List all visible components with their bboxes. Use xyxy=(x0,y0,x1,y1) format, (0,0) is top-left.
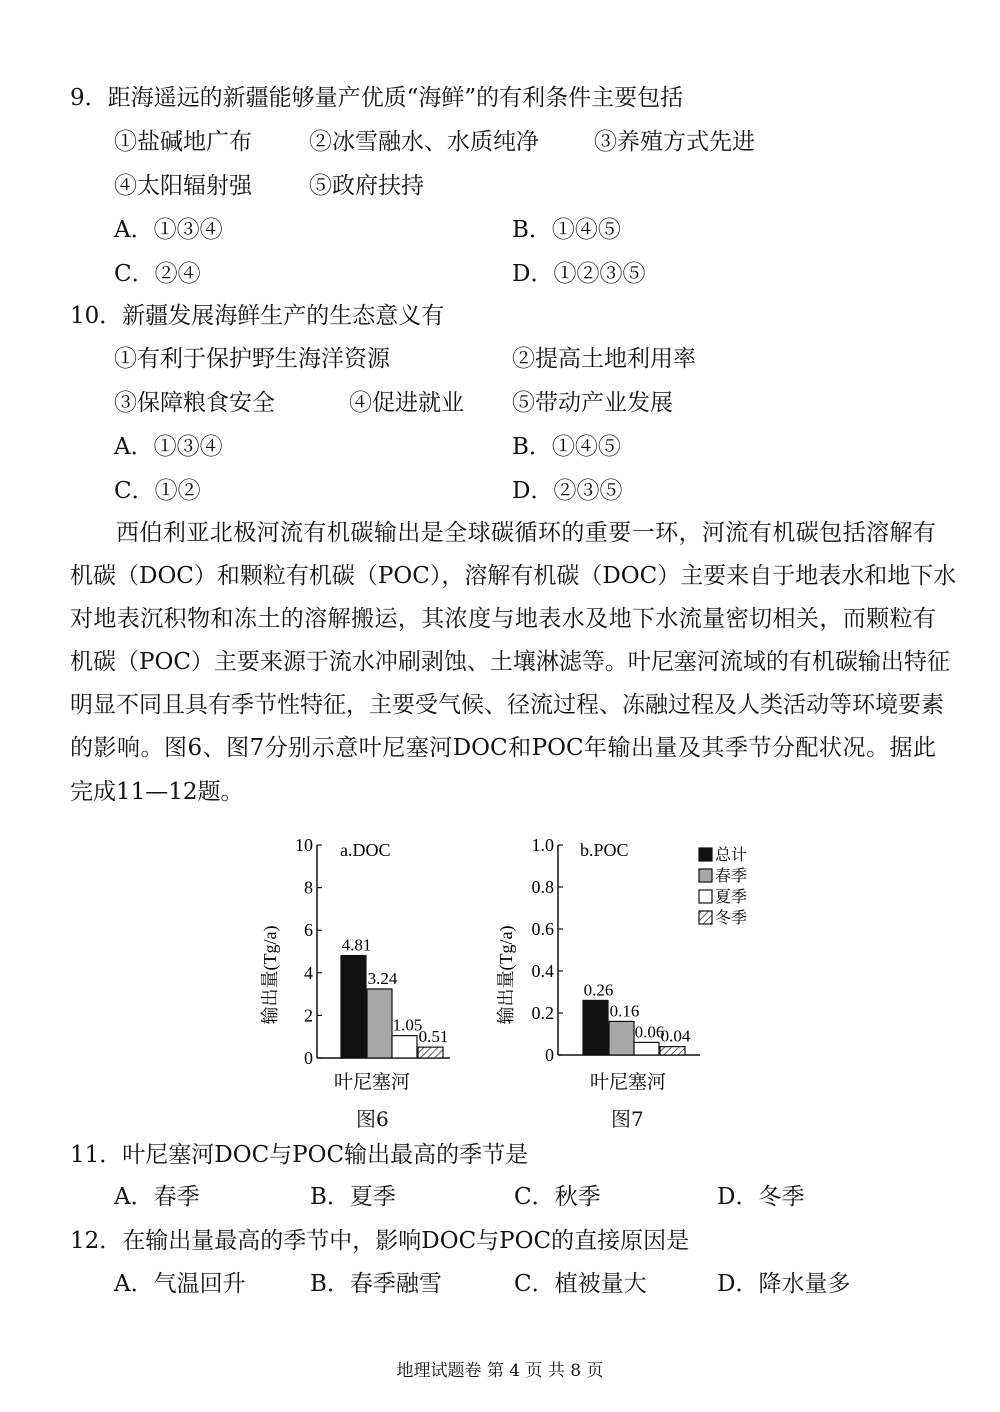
q9-option-a: A．①③④ xyxy=(114,217,223,243)
q10-item-3: ③保障粮食安全 xyxy=(114,390,275,416)
q10-option-a: A．①③④ xyxy=(114,434,223,460)
bar-2 xyxy=(367,989,392,1058)
bar-3 xyxy=(634,1042,659,1055)
y-tick-label: 0 xyxy=(545,1045,554,1065)
passage-line-3: 对地表沉积物和冻土的溶解搬运，其浓度与地表水及地下水流量密切相关，而颗粒有 xyxy=(70,606,936,632)
y-tick-label: 0.8 xyxy=(531,877,554,897)
q11-option-b: B．夏季 xyxy=(310,1184,396,1210)
bar-4 xyxy=(418,1047,443,1058)
figures-6-7 xyxy=(0,820,1000,1120)
bar-2 xyxy=(609,1021,634,1055)
q9-option-b: B．①④⑤ xyxy=(512,217,621,243)
q9-option-c: C．②④ xyxy=(114,261,201,287)
bar-4 xyxy=(660,1047,685,1055)
bar-value-label: 4.81 xyxy=(341,935,372,955)
y-tick-label: 1.0 xyxy=(531,835,554,855)
chart-7-y-axis-label: 输出量(Tg/a) xyxy=(496,925,516,1025)
q11-option-c: C．秋季 xyxy=(514,1184,601,1210)
q9-item-5: ⑤政府扶持 xyxy=(309,173,424,199)
passage-line-5: 明显不同且具有季节性特征，主要受气候、径流过程、冻融过程及人类活动等环境要素 xyxy=(70,692,944,718)
q10-option-c: C．①② xyxy=(114,478,201,504)
q10-option-d: D．②③⑤ xyxy=(512,478,623,504)
chart-6-x-axis-label: 叶尼塞河 xyxy=(333,1072,411,1093)
question-12-stem: 12．在输出量最高的季节中，影响DOC与POC的直接原因是 xyxy=(70,1228,690,1254)
legend-entry: 夏季 xyxy=(715,889,748,906)
passage-line-4: 机碳（POC）主要来源于流水冲刷剥蚀、土壤淋滤等。叶尼塞河流域的有机碳输出特征 xyxy=(70,649,950,675)
chart-legend xyxy=(699,846,747,927)
passage-line-2: 机碳（DOC）和颗粒有机碳（POC），溶解有机碳（DOC）主要来自于地表水和地下水 xyxy=(70,563,957,589)
passage-line-1: 西伯利亚北极河流有机碳输出是全球碳循环的重要一环，河流有机碳包括溶解有 xyxy=(116,520,936,546)
chart-6-title: a.DOC xyxy=(340,840,391,860)
q12-option-a: A．气温回升 xyxy=(114,1271,246,1297)
q12-option-b: B．春季融雪 xyxy=(310,1271,442,1297)
q10-option-b: B．①④⑤ xyxy=(512,434,621,460)
bar-1 xyxy=(583,1000,608,1055)
passage-line-7: 完成11—12题。 xyxy=(70,779,244,805)
q9-item-1: ①盐碱地广布 xyxy=(114,129,252,155)
page-footer: 地理试题卷 第 4 页 共 8 页 xyxy=(396,1361,604,1381)
q11-option-d: D．冬季 xyxy=(717,1184,805,1210)
q11-option-a: A．春季 xyxy=(114,1184,200,1210)
legend-swatch xyxy=(699,848,712,861)
bar-value-label: 1.05 xyxy=(392,1015,423,1035)
y-tick-label: 0.2 xyxy=(531,1003,554,1023)
y-tick-label: 0.6 xyxy=(531,919,554,939)
q10-item-5: ⑤带动产业发展 xyxy=(512,390,673,416)
bar-value-label: 0.04 xyxy=(660,1026,691,1046)
y-tick-label: 2 xyxy=(304,1005,313,1026)
question-10-stem: 10．新疆发展海鲜生产的生态意义有 xyxy=(70,303,445,329)
y-tick-label: 6 xyxy=(304,920,313,941)
q12-option-c: C．植被量大 xyxy=(514,1271,647,1297)
chart-6-y-axis-label: 输出量(Tg/a) xyxy=(260,925,280,1025)
q9-item-3: ③养殖方式先进 xyxy=(594,129,755,155)
figure-6-doc-chart xyxy=(260,835,450,1093)
question-9-stem: 9．距海遥远的新疆能够量产优质“海鲜”的有利条件主要包括 xyxy=(70,85,684,111)
y-tick-label: 0.4 xyxy=(531,961,554,981)
y-tick-label: 10 xyxy=(295,835,313,855)
question-11-stem: 11．叶尼塞河DOC与POC输出最高的季节是 xyxy=(70,1142,529,1168)
chart-7-title: b.POC xyxy=(580,840,629,860)
q10-item-2: ②提高土地利用率 xyxy=(512,346,696,372)
y-tick-label: 4 xyxy=(304,962,313,983)
legend-entry: 冬季 xyxy=(715,910,748,927)
q9-option-d: D．①②③⑤ xyxy=(512,261,646,287)
legend-entry: 总计 xyxy=(715,847,748,864)
legend-swatch xyxy=(699,911,712,924)
figure-7-caption: 图7 xyxy=(611,1107,644,1131)
y-tick-label: 0 xyxy=(304,1048,313,1068)
q10-item-1: ①有利于保护野生海洋资源 xyxy=(114,346,390,372)
q9-item-2: ②冰雪融水、水质纯净 xyxy=(309,129,539,155)
bar-3 xyxy=(392,1036,417,1058)
q10-item-4: ④促进就业 xyxy=(349,390,464,416)
passage-line-6: 的影响。图6、图7分别示意叶尼塞河DOC和POC年输出量及其季节分配状况。据此 xyxy=(70,735,936,761)
figure-6-caption: 图6 xyxy=(356,1107,389,1131)
legend-entry: 春季 xyxy=(715,868,748,885)
bar-value-label: 3.24 xyxy=(367,968,398,988)
chart-7-x-axis-label: 叶尼塞河 xyxy=(589,1072,667,1093)
bar-value-label: 0.16 xyxy=(609,1001,640,1021)
q12-option-d: D．降水量多 xyxy=(717,1271,851,1297)
bar-value-label: 0.06 xyxy=(634,1022,665,1042)
figure-7-poc-chart xyxy=(496,835,700,1093)
y-tick-label: 8 xyxy=(304,877,313,898)
bar-value-label: 0.26 xyxy=(583,980,614,1000)
legend-swatch xyxy=(699,890,712,903)
legend-swatch xyxy=(699,869,712,882)
bar-1 xyxy=(341,956,366,1058)
bar-value-label: 0.51 xyxy=(418,1027,449,1047)
q9-item-4: ④太阳辐射强 xyxy=(114,173,252,199)
